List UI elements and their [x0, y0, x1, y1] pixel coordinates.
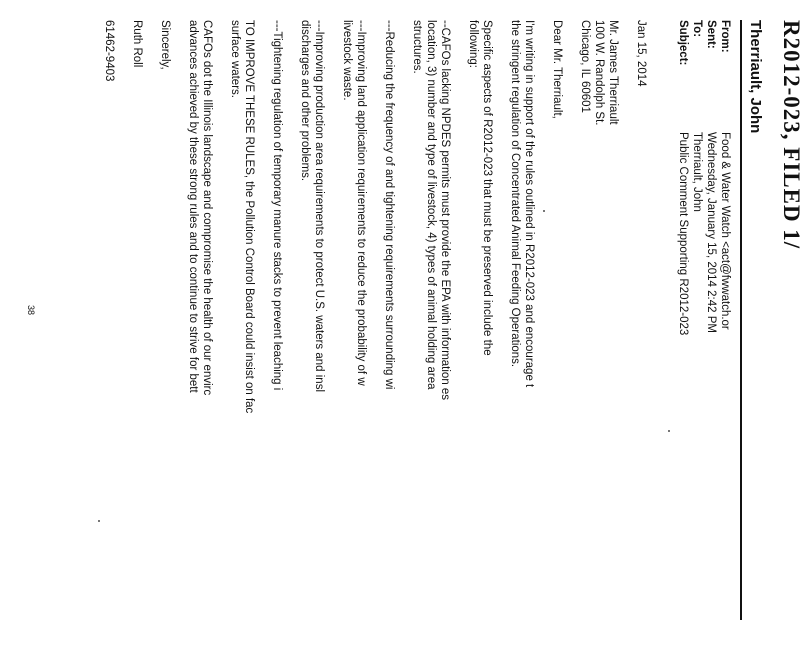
bullet-line: location, 3) number and type of livestock, 4) types of animal holding area — [425, 20, 437, 390]
salutation: Dear Mr. Therriault, — [551, 20, 563, 119]
address-line: Chicago, IL 60601 — [579, 20, 591, 113]
signoff: Sincerely, — [159, 20, 171, 70]
meta-label: Sent: — [705, 20, 717, 49]
meta-value: Public Comment Supporting R2012-023 — [677, 132, 689, 336]
scan-speck — [98, 520, 100, 522]
bullet-line: livestock waste. — [341, 20, 353, 101]
meta-value: Food & Water Watch <act@fwwatch.or — [719, 132, 731, 330]
bullet-line: ---Improving land application requirements to reduce the probability of w — [355, 20, 367, 386]
meta-label: From: — [719, 20, 731, 53]
improve-line: surface waters. — [229, 20, 241, 98]
intro-line: I'm writing in support of the rules outlined in R2012-023 and encourage t — [523, 20, 535, 388]
intro-line: the stringent regulation of Concentrated Animal Feeding Operations. — [509, 20, 521, 368]
closing-line: advances achieved by these strong rules and to continue to strive for bett — [187, 20, 199, 393]
improve-line: TO IMPROVE THESE RULES, the Pollution Control Board could insist on fac — [243, 20, 255, 414]
sender-name: Therriault, John — [747, 20, 764, 134]
bullet-line: ---Tightening regulation of temporary manure stacks to prevent leaching i — [271, 20, 283, 391]
bullet-line: ---Improving production area requirements to protect U.S. waters and insl — [313, 20, 325, 392]
header-divider — [740, 20, 742, 620]
aspects-line: Specific aspects of R2012-023 that must be preserved include the — [481, 20, 493, 356]
closing-line: CAFOs dot the Illinois landscape and compromise the health of our envirc — [201, 20, 213, 396]
scan-speck — [543, 210, 545, 212]
address-line: 100 W. Randolph St. — [593, 20, 605, 126]
aspects-line: following: — [467, 20, 479, 68]
signer-name: Ruth Roll — [131, 20, 143, 68]
address-line: Mr. James Therriault — [607, 20, 619, 125]
meta-value: Therriault, John — [691, 132, 703, 212]
bullet-line: discharges and other problems. — [299, 20, 311, 182]
page-number: 38 — [26, 305, 36, 316]
signer-zip: 61462-9403 — [103, 20, 115, 82]
letter-date: Jan 15, 2014 — [635, 20, 647, 87]
scan-speck — [668, 430, 670, 432]
meta-label: Subject: — [677, 20, 689, 66]
bullet-line: ---Reducing the frequency of and tightening requirements surrounding wi — [383, 20, 395, 390]
meta-label: To: — [691, 20, 703, 38]
bullet-line: --CAFOs lacking NPDES permits must provide the EPA with information es — [439, 20, 451, 401]
bullet-line: structures. — [411, 20, 423, 74]
meta-value: Wednesday, January 15, 2014 2:42 PM — [705, 132, 717, 333]
docket-stamp: R2012-023, FILED 1/ — [779, 20, 804, 250]
